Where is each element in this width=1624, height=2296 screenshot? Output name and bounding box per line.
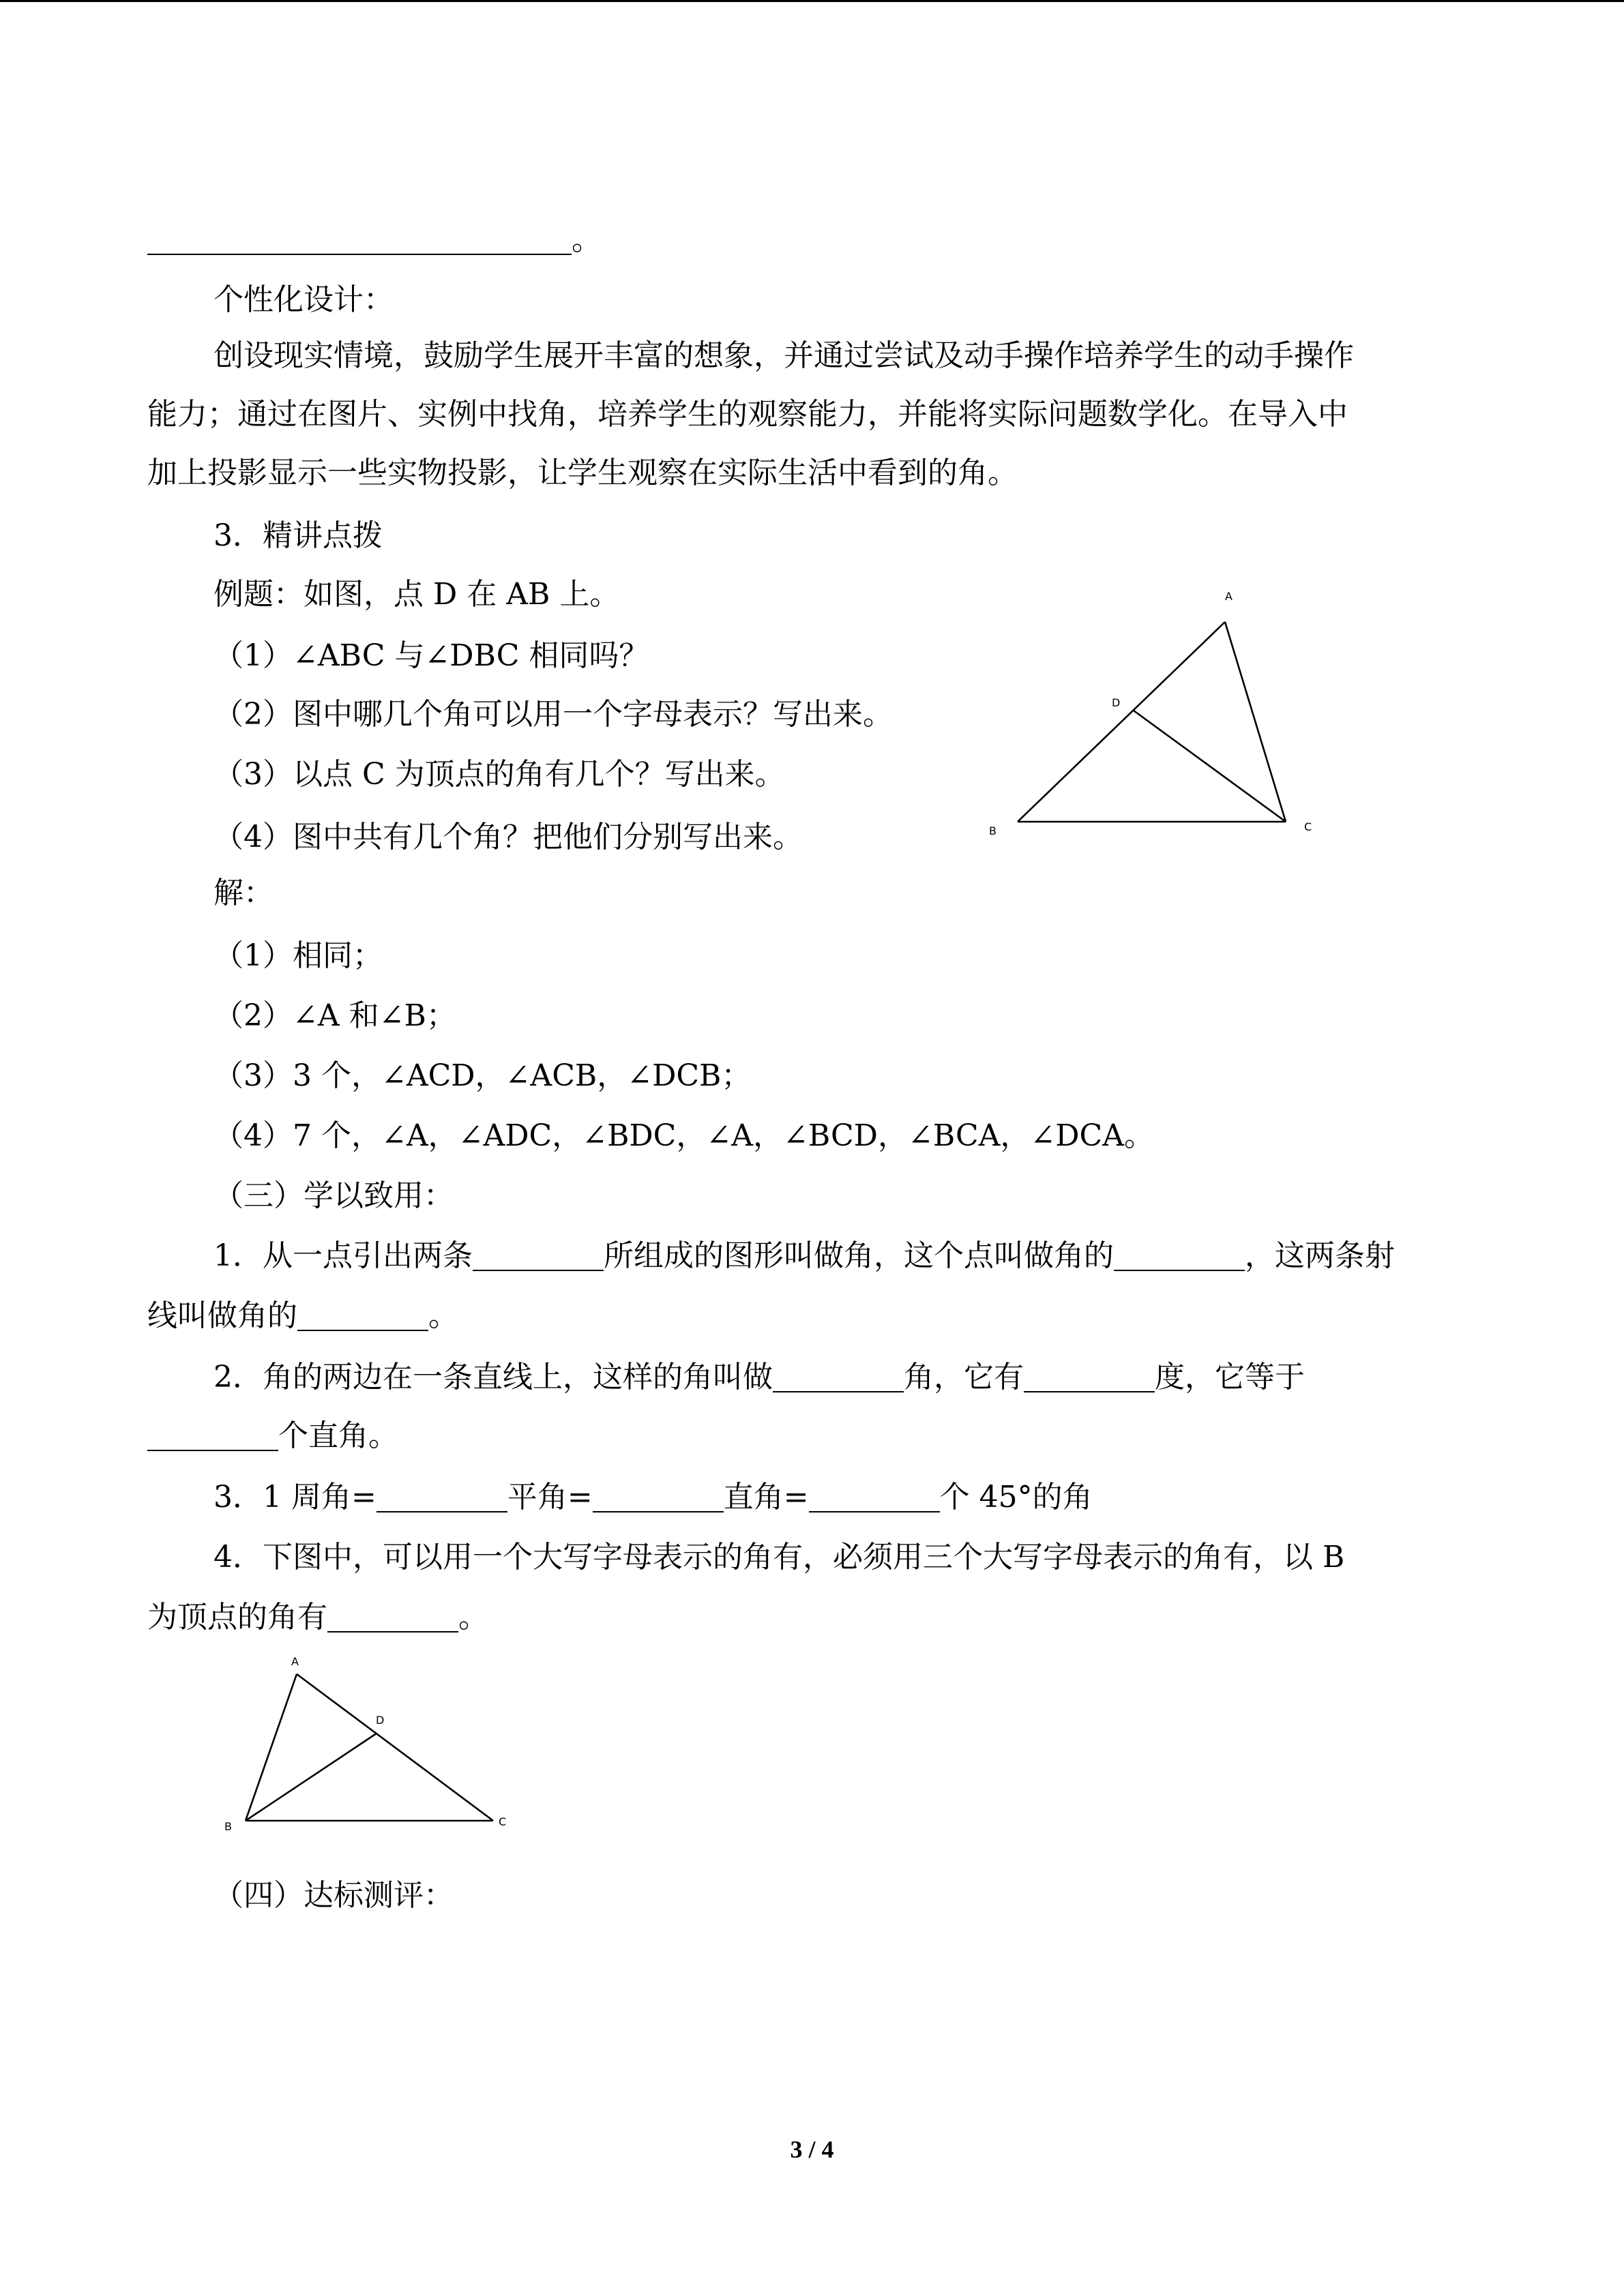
- example-statement: 例题：如图，点 D 在 AB 上。: [213, 577, 620, 612]
- example-question-3: （3）以点 C 为顶点的角有几个？写出来。: [213, 757, 785, 792]
- paragraph-line-3: 加上投影显示一些实物投影，让学生观察在实际生活中看到的角。: [147, 456, 1018, 490]
- segment-ac: [1225, 622, 1286, 822]
- example-question-1: （1）∠ABC 与∠DBC 相同吗？: [213, 638, 649, 673]
- vertex-label-c: C: [1304, 820, 1312, 833]
- paragraph-line-2: 能力；通过在图片、实例中找角，培养学生的观察能力，并能将实际问题数学化。在导入中: [147, 397, 1348, 432]
- paragraph-line-1: 创设现实情境，鼓励学生展开丰富的想象，并通过尝试及动手操作培养学生的动手操作: [213, 338, 1354, 373]
- answer-blank[interactable]: [147, 1420, 278, 1451]
- segment-ba: [1018, 622, 1225, 822]
- segment-ac: [297, 1674, 493, 1821]
- answer-blank[interactable]: [773, 1361, 904, 1392]
- answer-blank[interactable]: [1024, 1361, 1155, 1392]
- answer-blank[interactable]: [147, 224, 572, 255]
- answer-blank[interactable]: [473, 1240, 604, 1271]
- answer-blank[interactable]: [327, 1601, 458, 1632]
- segment-bd: [246, 1733, 377, 1821]
- answer-blank[interactable]: [593, 1481, 724, 1512]
- section-heading-assessment: （四）达标测评：: [213, 1878, 454, 1913]
- section-heading-apply: （三）学以致用：: [213, 1178, 454, 1213]
- exercise-triangle-figure: [215, 1650, 522, 1848]
- exercise-2-line-2: 个直角。: [147, 1416, 398, 1457]
- exercise-2-line-1: 2．角的两边在一条直线上，这样的角叫做 角，它有 度，它等于: [213, 1360, 1305, 1395]
- exercise-4-line-1: 4．下图中，可以用一个大写字母表示的角有，必须用三个大写字母表示的角有，以 B: [213, 1540, 1345, 1575]
- example-triangle-figure: [982, 586, 1323, 846]
- exercise-1-line-2: 线叫做角的 。: [147, 1298, 458, 1333]
- vertex-label-c: C: [499, 1815, 507, 1828]
- exercise-4-line-2: 为顶点的角有 。: [147, 1600, 488, 1635]
- answer-blank[interactable]: [809, 1481, 940, 1512]
- example-question-2: （2）图中哪几个角可以用一个字母表示？写出来。: [213, 697, 893, 732]
- vertex-label-d: D: [1112, 696, 1121, 709]
- vertex-label-b: B: [989, 824, 996, 837]
- solution-1: （1）相同；: [213, 938, 383, 973]
- segment-dc: [1134, 711, 1286, 822]
- answer-blank[interactable]: [297, 1300, 428, 1331]
- vertex-label-d: D: [376, 1714, 385, 1727]
- exercise-3: 3．1 周角= 平角= 直角= 个 45°的角: [213, 1480, 1093, 1515]
- solution-4: （4）7 个，∠A，∠ADC，∠BDC，∠A，∠BCD，∠BCA，∠DCA。: [213, 1118, 1154, 1153]
- vertex-label-a: A: [1225, 590, 1232, 603]
- line-0: 。: [147, 220, 602, 260]
- solution-3: （3）3 个，∠ACD，∠ACB，∠DCB；: [213, 1058, 752, 1093]
- solution-2: （2）∠A 和∠B；: [213, 998, 456, 1033]
- segment-ba: [246, 1674, 297, 1821]
- section-heading-3: 3．精讲点拨: [213, 518, 383, 553]
- vertex-label-b: B: [224, 1820, 232, 1833]
- solution-heading: 解：: [213, 876, 274, 910]
- page-number: 3 / 4: [790, 2136, 834, 2163]
- answer-blank[interactable]: [1114, 1240, 1245, 1271]
- vertex-label-a: A: [291, 1655, 299, 1668]
- heading-personalized-design: 个性化设计：: [213, 282, 394, 317]
- top-border-line: [0, 0, 1624, 2]
- exercise-1-line-1: 1．从一点引出两条 所组成的图形叫做角，这个点叫做角的 ，这两条射: [213, 1238, 1395, 1273]
- example-question-4: （4）图中共有几个角？把他们分别写出来。: [213, 820, 803, 854]
- answer-blank[interactable]: [377, 1481, 507, 1512]
